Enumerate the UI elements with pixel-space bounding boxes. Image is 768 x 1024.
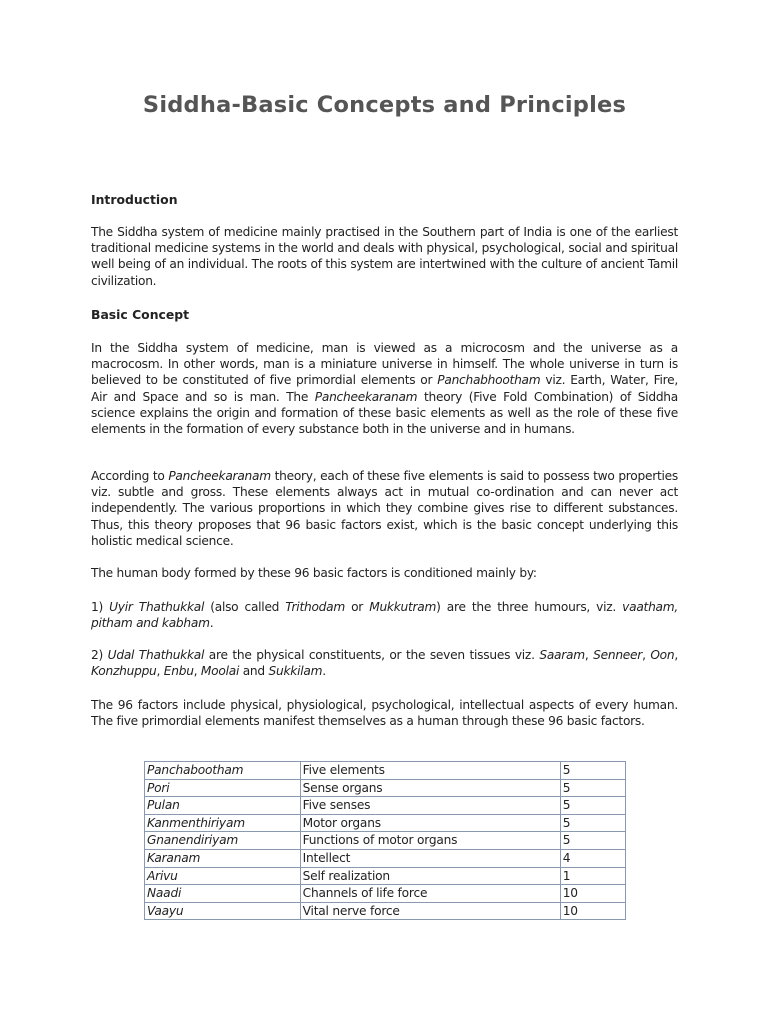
table-row: [145, 797, 626, 815]
factor-count-cell: 10: [560, 885, 625, 903]
table-row: [145, 902, 626, 920]
factor-description-cell: Motor organs: [300, 814, 560, 832]
basic-paragraph-2: According to Pancheekaranam theory, each of these five elements is said to possess two properties viz. subtle and gross. These elements always act in mutual co-ordination and can never act independently. The various proportions in which they combine gives rise to different substances. Thus, this theory proposes that 96 basic factors exist, which is the basic concept underlying this holistic medical science.: [91, 469, 679, 548]
table-row: [145, 814, 626, 832]
factors-table: [144, 761, 626, 920]
factor-name-cell: Arivu: [145, 867, 301, 885]
intro-heading: Introduction: [91, 192, 178, 207]
page-title: Siddha-Basic Concepts and Principles: [142, 92, 627, 118]
factor-count-cell: 5: [560, 779, 625, 797]
factor-count-cell: 5: [560, 797, 625, 815]
intro-paragraph: The Siddha system of medicine mainly practised in the Southern part of India is one of the earliest traditional medicine systems in the world and deals with physical, psychological, social and spiritual well being of an individual. The roots of this system are intertwined with the culture of ancient Tamil civilization.: [91, 225, 678, 288]
table-row: [145, 849, 626, 867]
basic-paragraph-3: The human body formed by these 96 basic factors is conditioned mainly by:: [91, 566, 537, 580]
factor-description-cell: Intellect: [300, 849, 560, 867]
factor-description-cell: Sense organs: [300, 779, 560, 797]
factor-description-cell: Functions of motor organs: [300, 832, 560, 850]
factor-description-cell: Channels of life force: [300, 885, 560, 903]
table-row: [145, 762, 626, 780]
table-row: [145, 867, 626, 885]
factor-count-cell: 10: [560, 902, 625, 920]
factor-count-cell: 1: [560, 867, 625, 885]
factor-name-cell: Panchabootham: [145, 762, 301, 780]
basic-concept-heading: Basic Concept: [91, 307, 190, 322]
factor-description-cell: Five senses: [300, 797, 560, 815]
table-row: [145, 779, 626, 797]
factor-name-cell: Pori: [145, 779, 301, 797]
factor-name-cell: Pulan: [145, 797, 301, 815]
factor-description-cell: Vital nerve force: [300, 902, 560, 920]
factor-name-cell: Vaayu: [145, 902, 301, 920]
factor-description-cell: Self realization: [300, 867, 560, 885]
factor-name-cell: Kanmenthiriyam: [145, 814, 301, 832]
table-row: [145, 832, 626, 850]
factor-name-cell: Karanam: [145, 849, 301, 867]
factor-name-cell: Gnanendiriyam: [145, 832, 301, 850]
factor-count-cell: 4: [560, 849, 625, 867]
factor-name-cell: Naadi: [145, 885, 301, 903]
basic-paragraph-1: In the Siddha system of medicine, man is viewed as a microcosm and the universe as a macrocosm. In other words, man is a miniature universe in himself. The whole universe in turn is believed to be constituted of five primordial elements or Panchabhootham viz. Earth, Water, Fire, Air and Space and so is man. The Pancheekaranam theory (Five Fold Combination) of Siddha science explains the origin and formation of these basic elements as well as the role of these five elements in the formation of every substance both in the universe and in humans.: [91, 341, 679, 437]
factor-count-cell: 5: [560, 814, 625, 832]
factors-paragraph: The 96 factors include physical, physiological, psychological, intellectual aspects of every human. The five primordial elements manifest themselves as a human through these 96 basic factors.: [91, 698, 678, 729]
table-row: [145, 885, 626, 903]
factor-description-cell: Five elements: [300, 762, 560, 780]
factor-count-cell: 5: [560, 762, 625, 780]
humours-paragraph: 1) Uyir Thathukkal (also called Trithodam or Mukkutram) are the three humours, viz. vaatham, pitham and kabham.: [91, 600, 679, 631]
tissues-paragraph: 2) Udal Thathukkal are the physical constituents, or the seven tissues viz. Saaram, Senneer, Oon, Konzhuppu, Enbu, Moolai and Sukkilam.: [91, 648, 678, 679]
factor-count-cell: 5: [560, 832, 625, 850]
